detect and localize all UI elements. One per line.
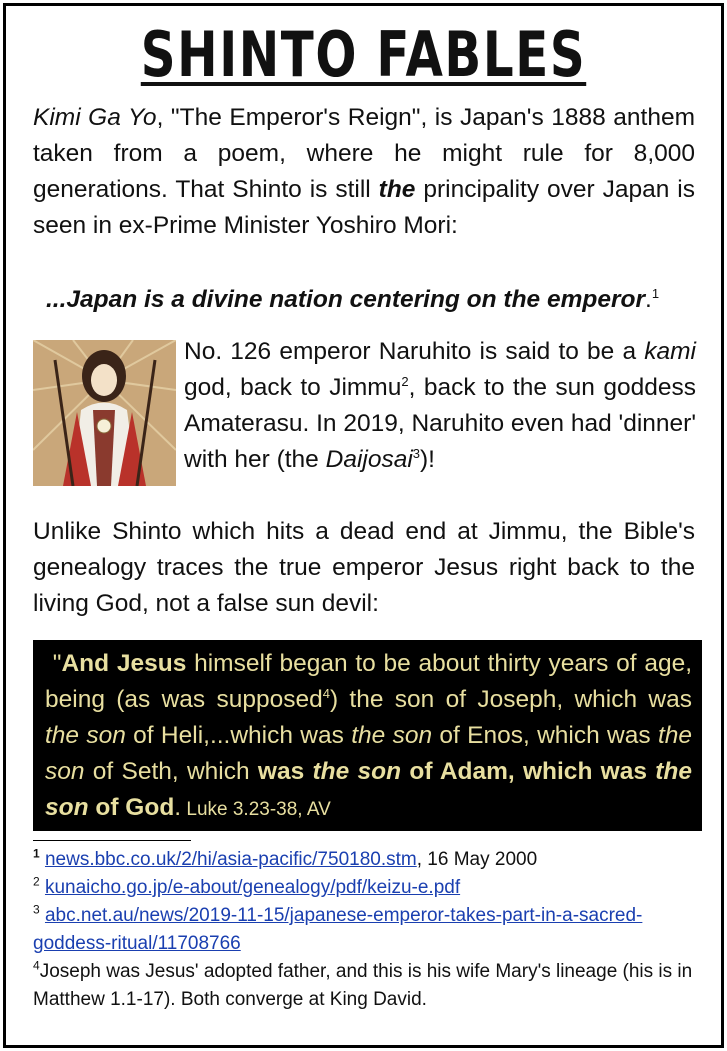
footnote-4: $^4$Joseph was Jesus' adopted father, and this is his wife Mary's lineage (his is in Matthew 1.1-17). Both converge at King David. (33, 958, 693, 1010)
poster-page (3, 3, 724, 1048)
footnote-ref-2: 2 (401, 373, 409, 389)
genealogy-paragraph: Unlike Shinto which hits a dead end at Jimmu, the Bible's genealogy traces the true emperor Jesus right back to the living God, not a false sun devil: (33, 518, 695, 617)
footnote-ref-3: 3 (412, 445, 421, 461)
goddess-image (33, 340, 176, 486)
footnote-link-1[interactable]: news.bbc.co.uk/2/hi/asia-pacific/750180.stm (44, 849, 417, 870)
footnote-link-3[interactable]: abc.net.au/news/2019-11-15/japanese-emperor-takes-part-in-a-sacred-goddess-ritual/11708766 (33, 905, 643, 954)
footnote-divider (33, 840, 191, 841)
page-title: SHINTO FABLES (140, 18, 587, 91)
footnote-3: $^3$ abc.net.au/news/2019-11-15/japanese-emperor-takes-part-in-a-sacred-goddess-ritual/11708766 (33, 902, 643, 954)
scripture-quote-box: "And Jesus himself began to be about thirty years of age, being (as was supposed$^4$) the son of Joseph, which was the son of Heli,...which was the son of Enos, which was the son of Seth, which was the son of Adam, which was the son of God. Luke 3.23-38, AV (33, 640, 702, 831)
mori-quote: ...Japan is a divine nation centering on the emperor.$^1$ (46, 285, 660, 313)
anthem-name: Kimi Ga Yo (33, 104, 157, 131)
footnote-ref-1: 1 (651, 285, 660, 301)
footnotes (33, 846, 703, 1014)
naruhito-paragraph: No. 126 emperor Naruhito is said to be a kami god, back to Jimmu$^2$, back to the sun goddess Amaterasu. In 2019, Naruhito even had 'dinner' with her (the Daijosai$^3$)! (184, 338, 696, 473)
footnote-2: $^2$ kunaicho.go.jp/e-about/genealogy/pdf/keizu-e.pdf (33, 874, 461, 898)
amaterasu-portrait (33, 340, 176, 486)
footnote-link-2[interactable]: kunaicho.go.jp/e-about/genealogy/pdf/keizu-e.pdf (44, 877, 461, 898)
footnote-ref-4: 4 (322, 685, 330, 701)
intro-paragraph: Kimi Ga Yo, "The Emperor's Reign", is Japan's 1888 anthem taken from a poem, where he might rule for 8,000 generations. That Shinto is still the principality over Japan is seen in ex-Prime Minister Yoshiro Mori: (33, 104, 695, 239)
footnote-1: $^1$ news.bbc.co.uk/2/hi/asia-pacific/750180.stm, 16 May 2000 (33, 846, 538, 870)
scripture-reference: Luke 3.23-38, AV (181, 799, 331, 820)
